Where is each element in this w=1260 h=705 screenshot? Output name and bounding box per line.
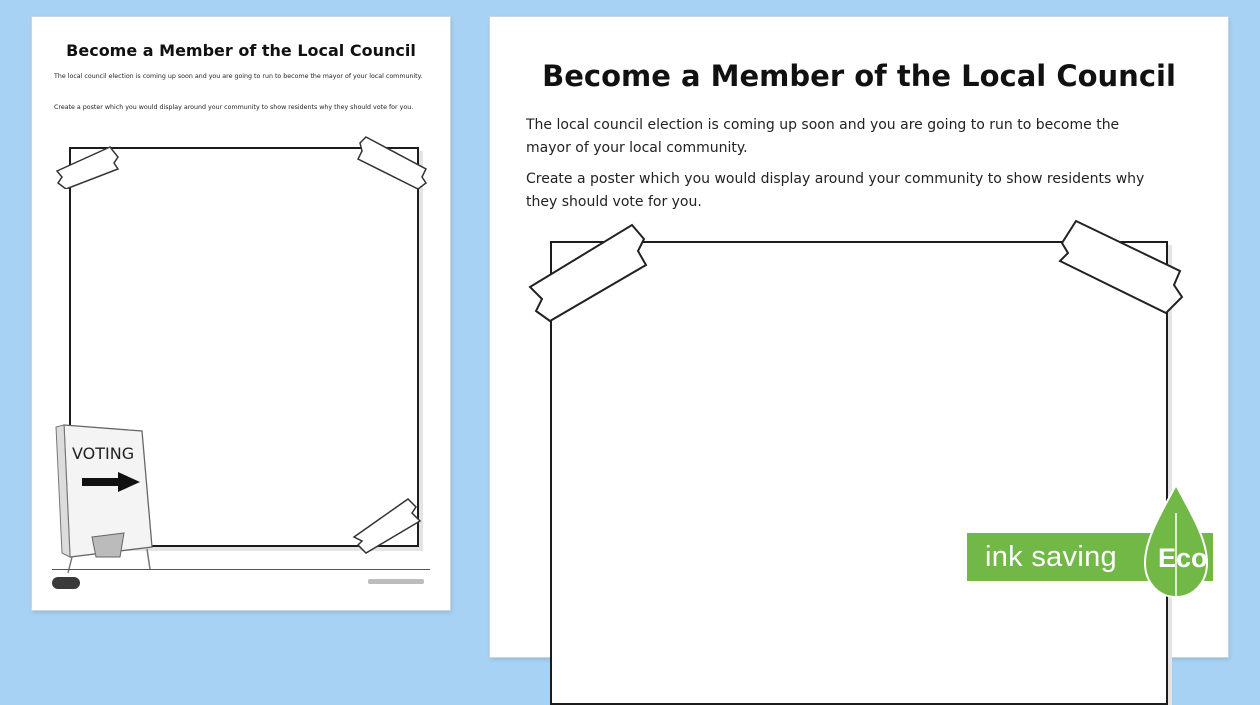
instruction-paragraph-1: The local council election is coming up soon and you are going to run to become the mayor of your local community. [54, 73, 423, 80]
ink-saving-badge [965, 483, 1245, 613]
publisher-logo-icon [52, 577, 80, 589]
worksheet-preview-small [32, 17, 450, 610]
voting-sign-label: VOTING [72, 444, 135, 463]
eco-badge-text: Eco [1158, 543, 1208, 573]
instruction-paragraph-2: Create a poster which you would display around your community to show residents why they should vote for you. [54, 104, 414, 111]
worksheet-title: Become a Member of the Local Council [66, 41, 416, 60]
footer-url-mark [368, 579, 424, 584]
tape-top-left [522, 217, 662, 327]
instruction-paragraph-1: The local council election is coming up soon and you are going to run to become the mayor of your local community. [526, 117, 1120, 156]
footer-rule [52, 569, 430, 570]
ink-saving-label: ink saving [985, 541, 1117, 573]
worksheet-title: Become a Member of the Local Council [542, 59, 1176, 93]
tape-bottom-right [350, 495, 430, 555]
tape-top-right [1056, 213, 1196, 323]
tape-top-right [352, 135, 432, 190]
voting-sign [32, 17, 162, 577]
instruction-paragraph-2: Create a poster which you would display around your community to show residents why they should vote for you. [526, 171, 1145, 210]
